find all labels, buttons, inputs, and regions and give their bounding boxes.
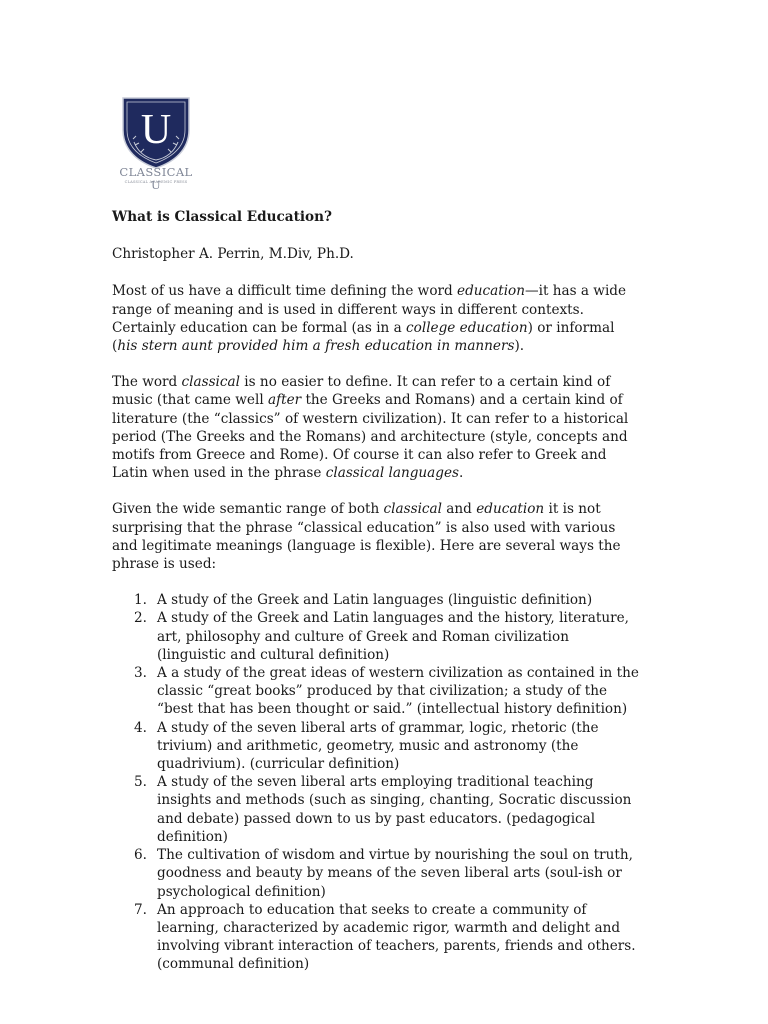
document-body [112, 208, 642, 974]
paragraph-2: The word classical is no easier to define. It can refer to a certain kind of music (that came well after the Greeks and Romans) and a certain kind of literature (the “classics” of western civilization). It can refer to a historical period (The Greeks and the Romans) and architecture (style, concepts and motifs from Greece and Rome). Of course it can also refer to Greek and Latin when used in the phrase classical languages. [112, 374, 629, 482]
logo-subtitle: CLASSICAL ACADEMIC PRESS [124, 180, 188, 184]
list-item: 4. A study of the seven liberal arts of grammar, logic, rhetoric (the trivium) and arithmetic, geometry, music and astronomy (the quadrivium). (curricular definition) [134, 719, 599, 773]
list-item: 1. A study of the Greek and Latin languages (linguistic definition) [134, 592, 593, 609]
classical-u-logo [114, 96, 198, 192]
list-item: 3. A a study of the great ideas of western civilization as contained in the classic “great books” produced by that civilization; a study of the “best that has been thought or said.” (intellectual history definition) [134, 665, 639, 718]
list-item: 2. A study of the Greek and Latin languages and the history, literature, art, philosophy and culture of Greek and Roman civilization (linguistic and cultural definition) [134, 610, 629, 663]
logo-letter: U [140, 107, 172, 153]
logo-name: CLASSICAL U [119, 165, 193, 192]
paragraph-1: Most of us have a difficult time defining the word education—it has a wide range of meaning and is used in different ways in different contexts. Certainly education can be formal (as in a college education) or informal (his stern aunt provided him a fresh education in manners). [112, 283, 627, 355]
list-item: 5. A study of the seven liberal arts employing traditional teaching insights and methods (such as singing, chanting, Socratic discussion and debate) passed down to us by past educators. (pedagogical definition) [134, 774, 632, 845]
list-item: 6. The cultivation of wisdom and virtue by nourishing the soul on truth, goodness and beauty by means of the seven liberal arts (soul-ish or psychological definition) [134, 847, 633, 900]
document-title: What is Classical Education? [112, 209, 332, 225]
shield-icon [120, 96, 192, 169]
list-item: 7. An approach to education that seeks to create a community of learning, characterized by academic rigor, warmth and delight and involving vibrant interaction of teachers, parents, friends and others. (communal definition) [134, 901, 636, 973]
paragraph-3: Given the wide semantic range of both classical and education it is not surprising that the phrase “classical education” is also used with various and legitimate meanings (language is flexible). Here are several ways the phrase is used: [112, 501, 621, 573]
definitions-list [112, 591, 642, 973]
document-author: Christopher A. Perrin, M.Div, Ph.D. [112, 246, 354, 263]
